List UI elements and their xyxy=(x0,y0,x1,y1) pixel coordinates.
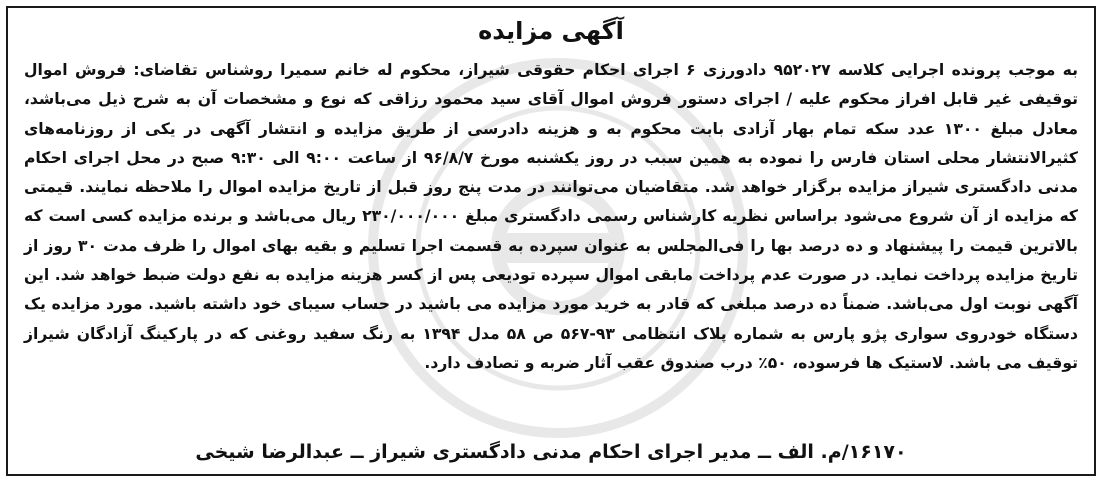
auction-notice xyxy=(6,6,1096,476)
notice-body: به موجب پرونده اجرایی کلاسه ۹۵۲۰۲۷ دادورزی ۶ اجرای احکام حقوقی شیراز، محکوم له خانم سمیرا روشناس تقاضای: فروش اموال توقیفی غیر قابل افراز محکوم علیه / اجرای دستور فروش اموال آقای سید محمود رزاقی که نوع و مشخصات آن به شرح ذیل می‌باشد، معادل مبلغ ۱۳۰۰ عدد سکه تمام بهار آزادی بابت محکوم به و هزینه دادرسی از طریق مزایده و انتشار آگهی در یکی از روزنامه‌های کثیرالانتشار محلی استان فارس را نموده به همین سبب در روز یکشنبه مورخ ۹۶/۸/۷ از ساعت ۹:۰۰ الی ۹:۳۰ صبح در محل اجرای احکام مدنی دادگستری شیراز مزایده برگزار خواهد شد. متقاضیان می‌توانند در مدت پنج روز قبل از تاریخ مزایده اموال را ملاحظه نمایند. قیمتی که مزایده از آن شروع می‌شود براساس نظریه کارشناس رسمی دادگستری مبلغ ۲۳۰/۰۰۰/۰۰۰ ریال می‌باشد و برنده مزایده کسی است که بالاترین قیمت را پیشنهاد و ده درصد بها را فی‌المجلس به عنوان سپرده به قسمت اجرا تسلیم و بقیه بهای اموال را ظرف مدت ۳۰ روز از تاریخ مزایده پرداخت نماید. در صورت عدم پرداخت مابقی اموال سپرده تودیعی پس از کسر هزینه مزایده به نفع دولت ضبط خواهد شد. این آگهی نوبت اول می‌باشد. ضمناً ده درصد مبلغی که قادر به خرید مورد مزایده می باشید در حساب سیبای خود داشته باشید. مورد مزایده یک دستگاه خودروی سواری پژو پارس به شماره پلاک انتظامی ۹۳-۵۶۷ ص ۵۸ مدل ۱۳۹۴ به رنگ سفید روغنی که در پارکینگ آزادگان شیراز توقیف می باشد. لاستیک ها فرسوده، ۵۰٪ درب صندوق عقب آثار ضربه و تصادف دارد. xyxy=(24,61,1079,372)
notice-title: آگهی مزایده xyxy=(478,17,624,45)
notice-signature: ۱۶۱۷۰/م. الف ــ مدیر اجرای احکام مدنی دادگستری شیراز ــ عبدالرضا شیخی xyxy=(195,441,907,463)
